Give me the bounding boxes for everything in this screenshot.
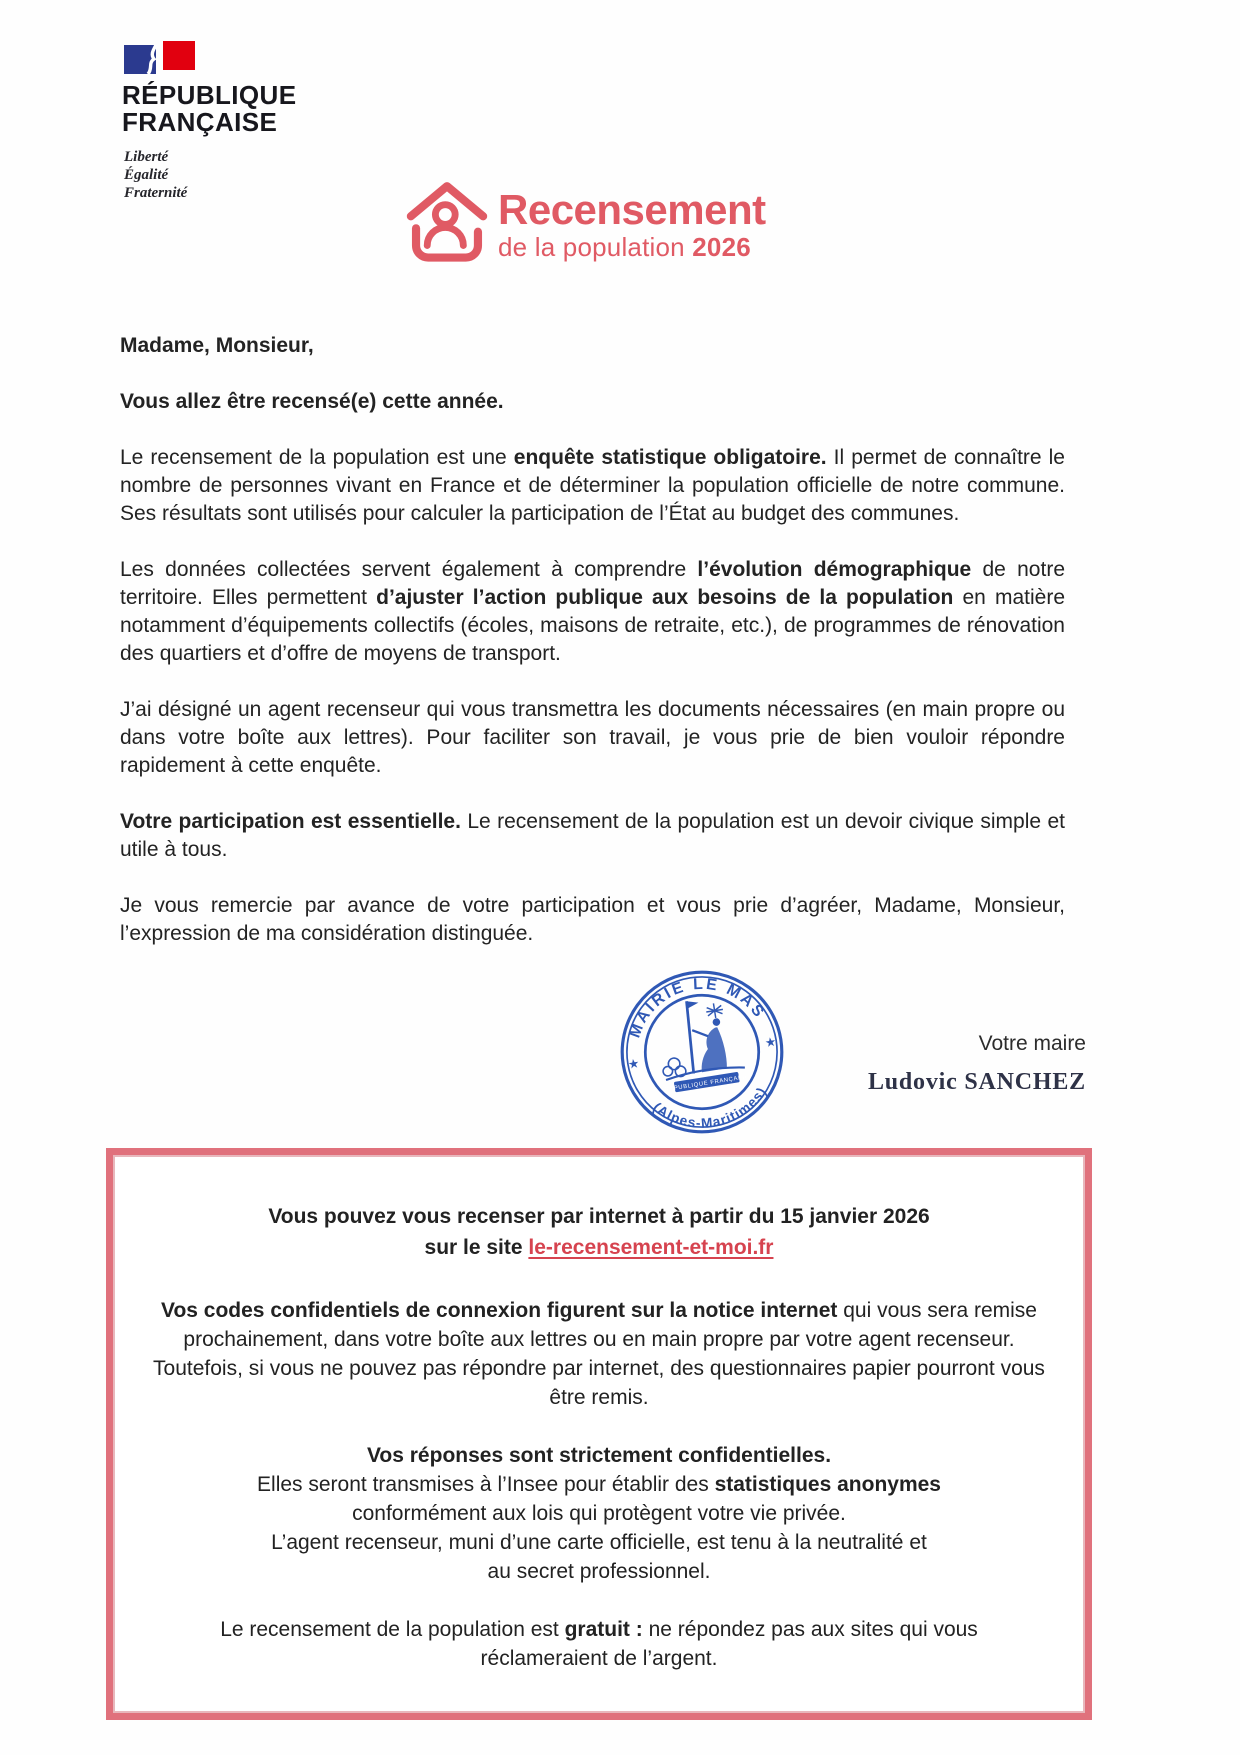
salutation: Madame, Monsieur, (120, 334, 314, 357)
recensement-year: 2026 (692, 232, 751, 262)
paragraph-remerciement: Je vous remercie par avance de votre participation et vous prie d’agréer, Madame, Monsieur, l’expression de ma considération distinguée. (120, 894, 1065, 945)
stamp-arc-top-text: MAIRIE LE MAS (626, 975, 769, 1041)
signer-role: Votre maire (978, 1032, 1086, 1055)
census-website-link[interactable]: le-recensement-et-moi.fr (528, 1236, 774, 1259)
signer-name: Ludovic SANCHEZ (867, 1069, 1086, 1095)
french-flag-icon (124, 40, 196, 76)
paragraph-agent-recenseur: J’ai désigné un agent recenseur qui vous transmettra les documents nécessaires (en main propre ou dans votre boîte aux lettres). Pour faciliter son travail, je vous prie de bien vouloir répondre rapidement à cette enquête. (120, 698, 1065, 777)
recensement-logo (404, 176, 766, 272)
announcement: Vous allez être recensé(e) cette année. (120, 390, 504, 413)
paragraph-participation: Votre participation est essentielle. Le recensement de la population est un devoir civique simple et utile à tous. (120, 810, 1065, 861)
recensement-subtitle: de la population 2026 (498, 232, 751, 262)
stamp-arc-bottom-text: (Alpes-Maritimes) (650, 1084, 770, 1131)
letter-body (120, 302, 1065, 948)
republique-title: RÉPUBLIQUE FRANÇAISE (122, 80, 297, 137)
devise: Liberté Égalité Fraternité (124, 149, 188, 201)
notice-free-paragraph: Le recensement de la population est gratuit : ne répondez pas aux sites qui vous réclameraient de l’argent. (220, 1618, 978, 1670)
notice-heading: Vous pouvez vous recenser par internet à partir du 15 janvier 2026 sur le site le-recensement-et-moi.fr (268, 1205, 930, 1259)
paragraph-enquete-obligatoire: Le recensement de la population est une enquête statistique obligatoire. Il permet de connaître le nombre de personnes vivant en France et de déterminer la population officielle de notre commune. Ses résultats sont utilisés pour calculer la participation de l’État au budget des communes. (120, 446, 1065, 525)
stamp-star-left-icon: ★ (627, 1056, 641, 1072)
internet-census-notice-box (106, 1148, 1092, 1720)
paragraph-donnees-collectees: Les données collectées servent également à comprendre l’évolution démographique de notre territoire. Elles permettent d’ajuster l’action publique aux besoins de la population en matière notamment d’équipements collectifs (écoles, maisons de retraite, etc.), de programmes de rénovation des quartiers et d’offre de moyens de transport. (120, 558, 1065, 665)
census-house-person-icon (404, 176, 490, 272)
page-header (0, 0, 1240, 302)
recensement-wordmark (498, 188, 766, 261)
mairie-stamp-seal (618, 968, 786, 1136)
republique-francaise-logo (122, 40, 296, 202)
notice-confidentiality: Vos réponses sont strictement confidentielles. Elles seront transmises à l’Insee pour établir des statistiques anonymes conformément aux lois qui protègent votre vie privée. L’agent recenseur, muni d’une carte officielle, est tenu à la neutralité et au secret professionnel. (257, 1444, 941, 1583)
notice-codes-paragraph: Vos codes confidentiels de connexion figurent sur la notice internet qui vous sera remise prochainement, dans votre boîte aux lettres ou en main propre par votre agent recenseur. Toutefois, si vous ne pouvez pas répondre par internet, des questionnaires papier pourront vous être remis. (153, 1299, 1045, 1409)
signature-block (868, 1032, 1086, 1096)
recensement-title: Recensement (498, 186, 766, 233)
stamp-star-right-icon: ★ (763, 1034, 778, 1051)
signature-row (0, 976, 1240, 1148)
stamp-banner-text: RÉPUBLIQUE FRANÇAISE (664, 1074, 750, 1094)
